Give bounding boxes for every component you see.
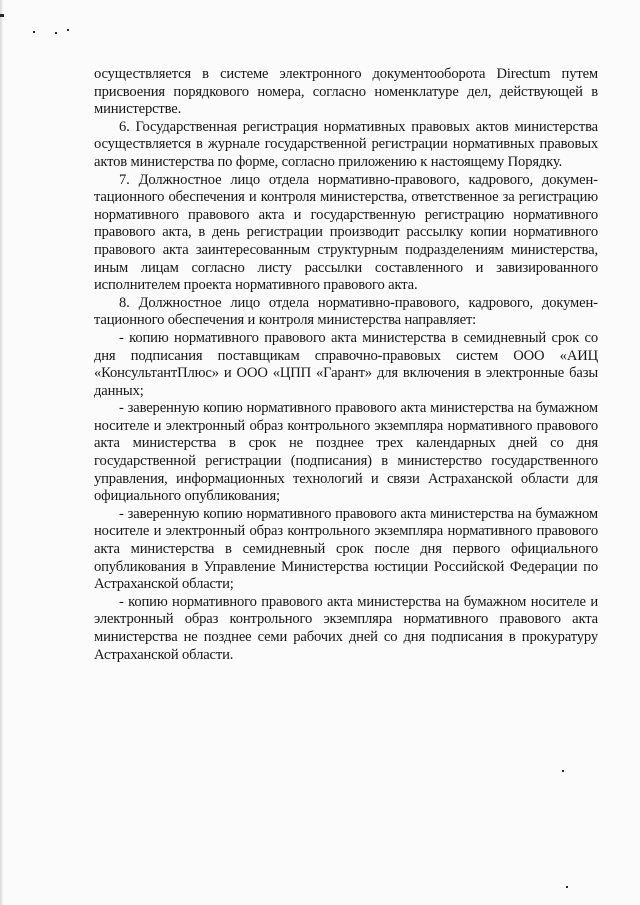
scan-speck-3 <box>67 29 69 31</box>
scan-speck-4 <box>562 770 564 772</box>
list-item-publication: - заверенную копию нормативного правового акта министерства на бумажном носителе и электронный образ контрольного экземпляра нормативного правового акта министерства в срок не позднее трех календарных дней со дня государственной регистрации (подписания) в министерство государственного управления, информационных технологий и связи Астраханской области для официального опубликования; <box>94 400 598 505</box>
paragraph-8: 8. Должностное лицо отдела нормативно-правового, кадрового, документационного обеспечения и контроля министерства направляет: <box>94 294 598 329</box>
document-body <box>94 66 598 664</box>
scan-left-edge <box>0 0 3 905</box>
list-item-consultant-garant: - копию нормативного правового акта министерства в семидневный срок со дня подписания поставщикам справочно-правовых систем ООО «АИЦ «КонсультантПлюс» и ООО «ЦПП «Гарант» для включения в электронные базы данных; <box>94 329 598 399</box>
paragraph-6: 6. Государственная регистрация нормативных правовых актов министерства осуществляется в журнале государственной регистрации нормативных правовых актов министерства по форме, согласно приложению к настоящему Порядку. <box>94 118 598 170</box>
list-item-justice-ministry: - заверенную копию нормативного правового акта министерства на бумажном носителе и электронный образ контрольного экземпляра нормативного правового акта министерства в семидневный срок после дня первого официального опубликования в Управление Министерства юстиции Российской Федерации по Астраханской области; <box>94 505 598 593</box>
scan-mark-corner <box>0 14 4 17</box>
paragraph-7: 7. Должностное лицо отдела нормативно-правового, кадрового, документационного обеспечения и контроля министерства, ответственное за регистрацию нормативного правового акта и государственную регистрацию нормативного правового акта, в день регистрации производит рассылку копии нормативного правового акта заинтересованным структурным подразделениям министерства, иным лицам согласно листу рассылки составленного и завизированного исполнителем проекта нормативного правового акта. <box>94 171 598 294</box>
list-item-prosecutor: - копию нормативного правового акта министерства на бумажном носителе и электронный образ контрольного экземпляра нормативного правового акта министерства не позднее семи рабочих дней со дня подписания в прокуратуру Астраханской области. <box>94 593 598 663</box>
scan-speck-1 <box>33 31 35 33</box>
scan-speck-2 <box>55 32 57 34</box>
scan-speck-5 <box>566 886 568 888</box>
paragraph-continued: осуществляется в системе электронного документооборота Directum путем присвоения порядкового номера, согласно номенклатуре дел, действующей в министерстве. <box>94 66 598 118</box>
